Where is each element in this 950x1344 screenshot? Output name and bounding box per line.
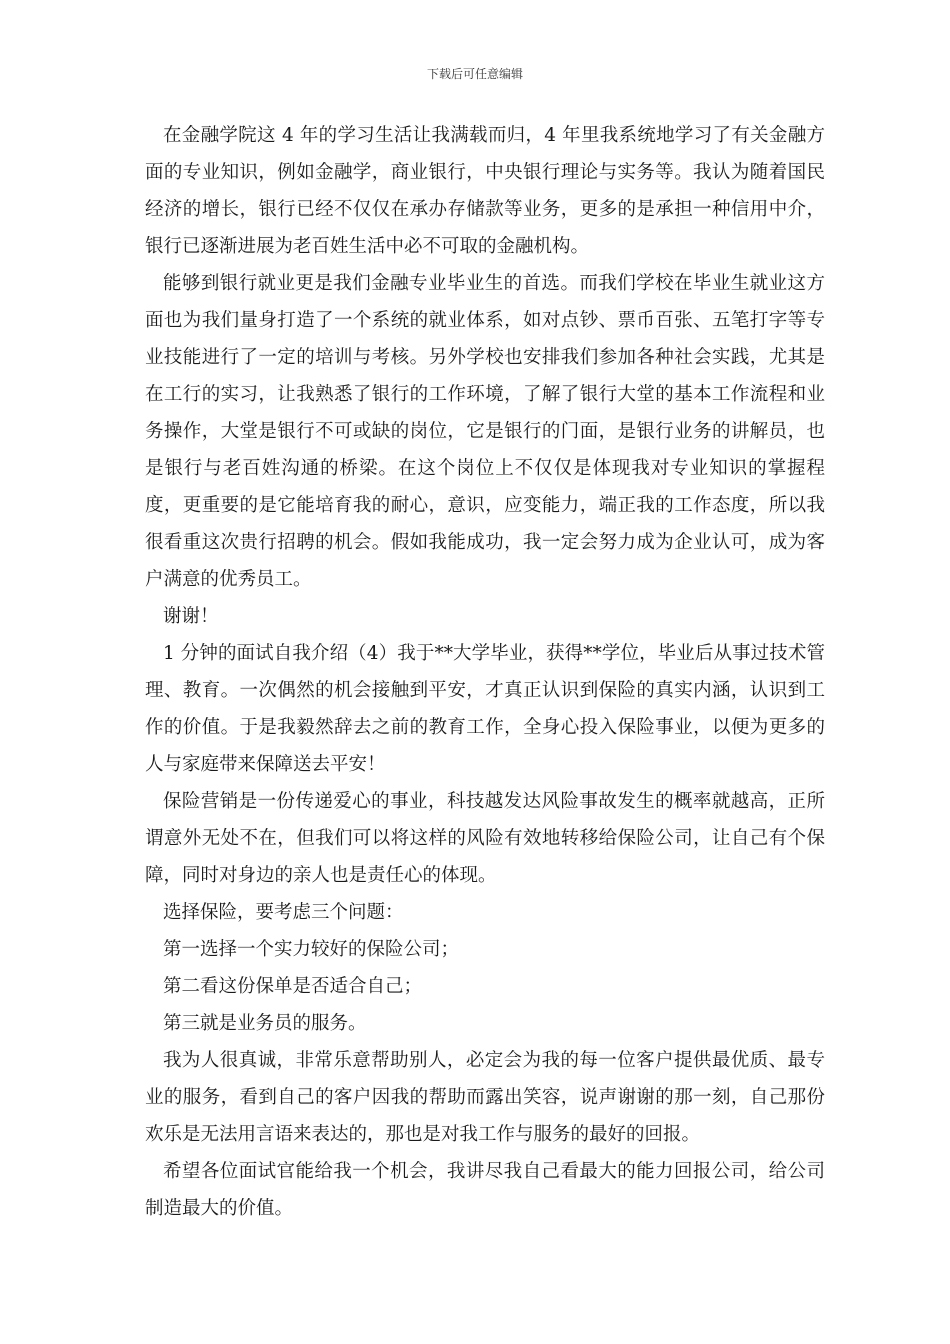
- document-body: [145, 117, 825, 1227]
- paragraph: 希望各位面试官能给我一个机会，我讲尽我自己看最大的能力回报公司，给公司制造最大的价值。: [145, 1161, 825, 1219]
- paragraph: 在金融学院这 4 年的学习生活让我满载而归，4 年里我系统地学习了有关金融方面的专业知识，例如金融学，商业银行，中央银行理论与实务等。我认为随着国民经济的增长，银行已经不仅仅在承办存储款等业务，更多的是承担一种信用中介，银行已逐渐进展为老百姓生活中必不可取的金融机构。: [145, 125, 825, 257]
- paragraph: 1 分钟的面试自我介绍（4）我于**大学毕业，获得**学位，毕业后从事过技术管理、教育。一次偶然的机会接触到平安，才真正认识到保险的真实内涵，认识到工作的价值。于是我毅然辞去之前的教育工作，全身心投入保险事业，以便为更多的人与家庭带来保障送去平安！: [145, 643, 825, 775]
- paragraph: 第三就是业务员的服务。: [163, 1013, 367, 1034]
- paragraph: 保险营销是一份传递爱心的事业，科技越发达风险事故发生的概率就越高，正所谓意外无处不在，但我们可以将这样的风险有效地转移给保险公司，让自己有个保障，同时对身边的亲人也是责任心的体现。: [145, 791, 825, 886]
- paragraph: 能够到银行就业更是我们金融专业毕业生的首选。而我们学校在毕业生就业这方面也为我们量身打造了一个系统的就业体系，如对点钞、票币百张、五笔打字等专业技能进行了一定的培训与考核。另外学校也安排我们参加各种社会实践，尤其是在工行的实习，让我熟悉了银行的工作环境，了解了银行大堂的基本工作流程和业务操作，大堂是银行不可或缺的岗位，它是银行的门面，是银行业务的讲解员，也是银行与老百姓沟通的桥梁。在这个岗位上不仅仅是体现我对专业知识的掌握程度，更重要的是它能培育我的耐心，意识，应变能力，端正我的工作态度，所以我很看重这次贵行招聘的机会。假如我能成功，我一定会努力成为企业认可，成为客户满意的优秀员工。: [145, 273, 825, 590]
- paragraph: 第一选择一个实力较好的保险公司；: [163, 939, 460, 960]
- paragraph: 我为人很真诚，非常乐意帮助别人，必定会为我的每一位客户提供最优质、最专业的服务，看到自己的客户因我的帮助而露出笑容，说声谢谢的那一刻，自己那份欢乐是无法用言语来表达的，那也是对我工作与服务的最好的回报。: [145, 1050, 825, 1145]
- paragraph: 选择保险，要考虑三个问题：: [163, 902, 404, 923]
- paragraph: 谢谢！: [163, 606, 219, 627]
- paragraph: 第二看这份保单是否适合自己；: [163, 976, 423, 997]
- page-header: 下载后可任意编辑: [426, 67, 523, 81]
